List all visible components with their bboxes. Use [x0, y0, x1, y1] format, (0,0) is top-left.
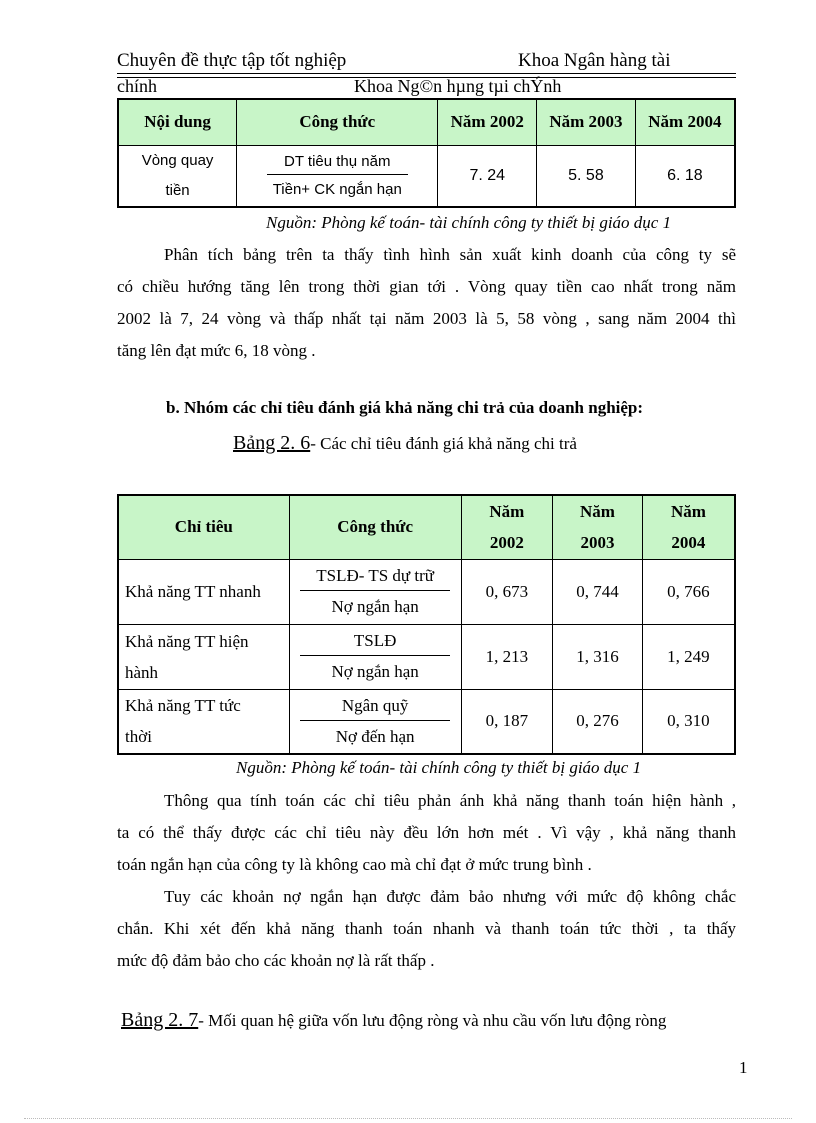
header-year-label: Năm: [670, 502, 706, 522]
formula-denominator: Nợ đến hạn: [335, 726, 415, 746]
table-vong-quay-tien: [117, 98, 736, 208]
formula-cell: [237, 145, 438, 207]
value-cell: 7. 24: [438, 145, 537, 207]
value-cell: 0, 766: [642, 559, 735, 624]
formula-fraction: [267, 153, 408, 198]
formula-fraction: [300, 696, 450, 747]
table3-caption: [121, 1009, 666, 1032]
value-cell: 1, 249: [642, 624, 735, 689]
row-label-line2: thời: [125, 727, 152, 747]
section-heading-b: b. Nhóm các chỉ tiêu đánh giá khả năng chi trả của doanh nghiệp:: [166, 398, 644, 417]
page-bottom-divider: [24, 1118, 792, 1119]
value-cell: 1, 213: [461, 624, 553, 689]
table-row: [118, 145, 735, 207]
header-year: 2002: [489, 533, 524, 553]
header-line2-garbled: Khoa Ng©n hµng tµi chÝnh: [354, 76, 562, 96]
table2-caption-label: Bảng 2. 6: [233, 432, 311, 454]
formula-cell: [289, 689, 461, 754]
row-label-line1: Khả năng TT hiện: [125, 631, 249, 651]
table-header-row: [118, 99, 735, 145]
header-cell: Công thức: [289, 495, 461, 559]
value-cell: 0, 187: [461, 689, 553, 754]
table2-source: Nguồn: Phòng kế toán- tài chính công ty thiết bị giáo dục 1: [236, 758, 642, 777]
row-label: [118, 145, 237, 207]
table-row: [118, 689, 735, 754]
paragraph-analysis-3: [117, 881, 736, 977]
paragraph-line: ta có thể thấy được các chỉ tiêu này đều lớn hơn mét . Vì vậy , khả năng thanh: [117, 823, 736, 842]
value-cell: 5. 58: [537, 145, 636, 207]
paragraph-line: có chiều hướng tăng lên trong thời gian tới . Vòng quay tiền cao nhất trong năm: [117, 277, 736, 296]
header-left: Chuyên đề thực tập tốt nghiệp: [117, 50, 347, 71]
row-label-line2: hành: [125, 662, 159, 682]
paragraph-line: 2002 là 7, 24 vòng và thấp nhất tại năm 2003 là 5, 58 vòng , sang năm 2004 thì: [117, 309, 736, 328]
table3-caption-text: - Mối quan hệ giữa vốn lưu động ròng và nhu cầu vốn lưu động ròng: [198, 1011, 667, 1030]
value-cell: 1, 316: [553, 624, 643, 689]
value-cell: 0, 310: [642, 689, 735, 754]
formula-numerator: TSLĐ: [300, 631, 450, 656]
row-label: [118, 559, 289, 624]
table3-caption-label: Bảng 2. 7: [121, 1009, 199, 1031]
value-cell: 0, 276: [553, 689, 643, 754]
value-cell: 0, 673: [461, 559, 553, 624]
header-year: 2003: [580, 533, 615, 553]
formula-numerator: TSLĐ- TS dự trữ: [300, 566, 450, 591]
header-year-label: Năm: [489, 502, 525, 522]
header-cell: [642, 495, 735, 559]
paragraph-line: mức độ đảm bảo cho các khoản nợ là rất thấp .: [117, 951, 435, 970]
table-kha-nang-chi-tra: [117, 494, 736, 755]
paragraph-line: Phân tích bảng trên ta thấy tình hình sản xuất kinh doanh của công ty sẽ: [164, 245, 736, 264]
header-year: 2004: [671, 533, 706, 553]
table1-source: Nguồn: Phòng kế toán- tài chính công ty thiết bị giáo dục 1: [266, 213, 672, 232]
row-label-line2: tiền: [165, 181, 190, 199]
header-cell: Năm 2004: [635, 99, 735, 145]
table-row: [118, 624, 735, 689]
formula-fraction: [300, 631, 450, 682]
formula-cell: [289, 559, 461, 624]
page-number: 1: [739, 1058, 748, 1077]
paragraph-analysis-2: [117, 785, 736, 881]
paragraph-line: tăng lên đạt mức 6, 18 vòng .: [117, 341, 316, 360]
row-label: [118, 624, 289, 689]
value-cell: 0, 744: [553, 559, 643, 624]
paragraph-line: Tuy các khoản nợ ngắn hạn được đảm bảo nhưng với mức độ không chắc: [164, 887, 736, 906]
header-cell: Công thức: [237, 99, 438, 145]
header-cell: [461, 495, 553, 559]
paragraph-line: Thông qua tính toán các chỉ tiêu phản ánh khả năng thanh toán hiện hành ,: [164, 791, 736, 810]
header-cell: Nội dung: [118, 99, 237, 145]
table2-caption: [233, 432, 577, 455]
header-right: Khoa Ngân hàng tài: [518, 50, 671, 71]
table-header-row: [118, 495, 735, 559]
value-cell: 6. 18: [635, 145, 735, 207]
paragraph-line: chắn. Khi xét đến khả năng thanh toán nhanh và thanh toán tức thời , ta thấy: [117, 919, 736, 938]
header-cell: [553, 495, 643, 559]
formula-denominator: Nợ ngắn hạn: [331, 662, 419, 681]
formula-cell: [289, 624, 461, 689]
row-label: [118, 689, 289, 754]
table-row: [118, 559, 735, 624]
table2-caption-text: - Các chỉ tiêu đánh giá khả năng chi trả: [310, 434, 577, 453]
header-line2-left: chính: [117, 76, 157, 96]
header-rule-top: [117, 73, 736, 74]
formula-numerator: DT tiêu thụ năm: [267, 153, 408, 175]
paragraph-analysis-1: [117, 239, 736, 367]
formula-numerator: Ngân quỹ: [300, 696, 450, 721]
formula-fraction: [300, 566, 450, 617]
row-label-line1: Khả năng TT tức: [125, 696, 241, 716]
header-cell: Chỉ tiêu: [118, 495, 289, 559]
header-year-label: Năm: [580, 502, 615, 522]
row-label-line1: Vòng quay: [141, 151, 214, 169]
formula-denominator: Tiền+ CK ngắn hạn: [272, 181, 402, 199]
row-label-line1: Khả năng TT nhanh: [125, 581, 261, 601]
paragraph-line: toán ngắn hạn của công ty là không cao mà chỉ đạt ở mức trung bình .: [117, 855, 592, 874]
header-cell: Năm 2003: [537, 99, 636, 145]
formula-denominator: Nợ ngắn hạn: [331, 597, 419, 616]
header-cell: Năm 2002: [438, 99, 537, 145]
